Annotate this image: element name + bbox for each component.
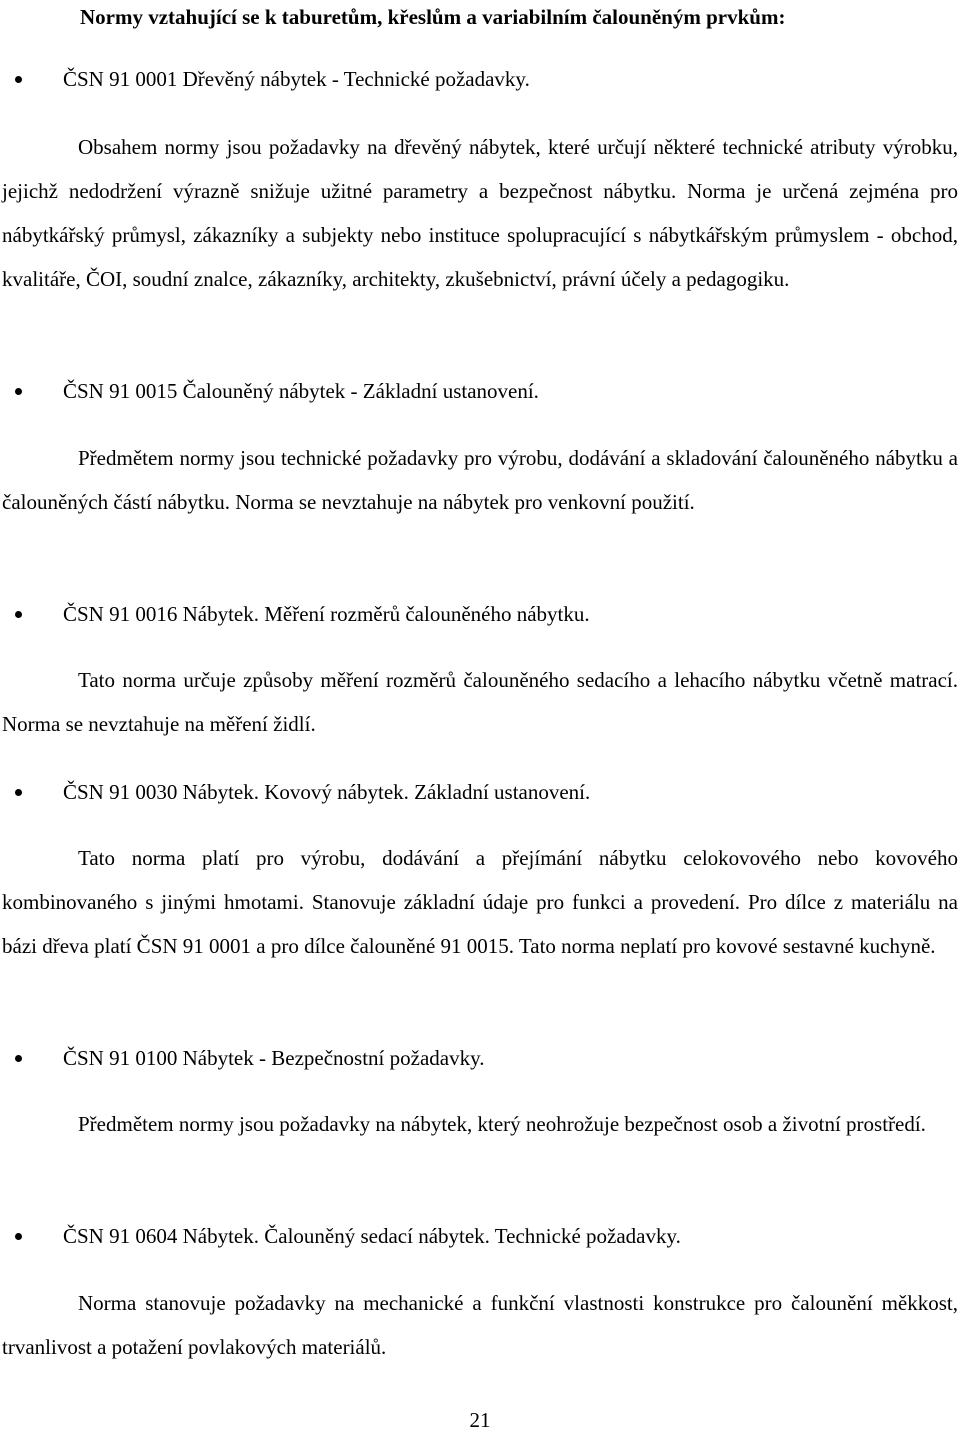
list-item	[0, 1043, 960, 1073]
standard-title: ČSN 91 0016 Nábytek. Měření rozměrů čalouněného nábytku.	[63, 602, 590, 626]
bullet-icon	[15, 789, 22, 796]
section-heading: Normy vztahující se k taburetům, křeslům a variabilním čalouněným prvkům:	[80, 5, 786, 29]
standard-title: ČSN 91 0100 Nábytek - Bezpečnostní požadavky.	[63, 1046, 485, 1070]
list-item	[0, 376, 960, 406]
standard-description: Tato norma určuje způsoby měření rozměrů čalouněného sedacího a lehacího nábytku včetně matrací. Norma se nevztahuje na měření židlí.	[2, 668, 958, 736]
standard-title: ČSN 91 0015 Čalouněný nábytek - Základní ustanovení.	[63, 379, 539, 403]
standard-description: Předmětem normy jsou technické požadavky pro výrobu, dodávání a skladování čalouněného nábytku a čalouněných částí nábytku. Norma se nevztahuje na nábytek pro venkovní použití.	[2, 446, 958, 514]
bullet-icon	[15, 76, 22, 83]
bullet-icon	[15, 611, 22, 618]
page-number: 21	[469, 1408, 491, 1432]
standard-description: Norma stanovuje požadavky na mechanické a funkční vlastnosti konstrukce pro čalounění měkkost, trvanlivost a potažení povlakových materiálů.	[2, 1291, 958, 1359]
standard-description: Obsahem normy jsou požadavky na dřevěný nábytek, které určují některé technické atributy výrobku, jejichž nedodržení výrazně snižuje užitné parametry a bezpečnost nábytku. Norma je určená zejména pro nábytkářský průmysl, zákazníky a subjekty nebo instituce spolupracující s nábytkářským průmyslem - obchod, kvalitáře, ČOI, soudní znalce, zákazníky, architekty, zkušebnictví, právní účely a pedagogiku.	[2, 135, 958, 291]
list-item	[0, 64, 960, 94]
standard-title: ČSN 91 0604 Nábytek. Čalouněný sedací nábytek. Technické požadavky.	[63, 1224, 681, 1248]
bullet-icon	[15, 1055, 22, 1062]
standard-description: Předmětem normy jsou požadavky na nábytek, který neohrožuje bezpečnost osob a životní prostředí.	[78, 1112, 926, 1136]
standard-title: ČSN 91 0001 Dřevěný nábytek - Technické požadavky.	[63, 67, 530, 91]
list-item	[0, 599, 960, 629]
standard-title: ČSN 91 0030 Nábytek. Kovový nábytek. Základní ustanovení.	[63, 780, 591, 804]
list-item	[0, 1221, 960, 1251]
bullet-icon	[15, 1233, 22, 1240]
standard-description: Tato norma platí pro výrobu, dodávání a přejímání nábytku celokovového nebo kovového kombinovaného s jinými hmotami. Stanovuje základní údaje pro funkci a provedení. Pro dílce z materiálu na bázi dřeva platí ČSN 91 0001 a pro dílce čalouněné 91 0015. Tato norma neplatí pro kovové sestavné kuchyně.	[2, 846, 958, 958]
bullet-icon	[15, 388, 22, 395]
list-item	[0, 777, 960, 807]
